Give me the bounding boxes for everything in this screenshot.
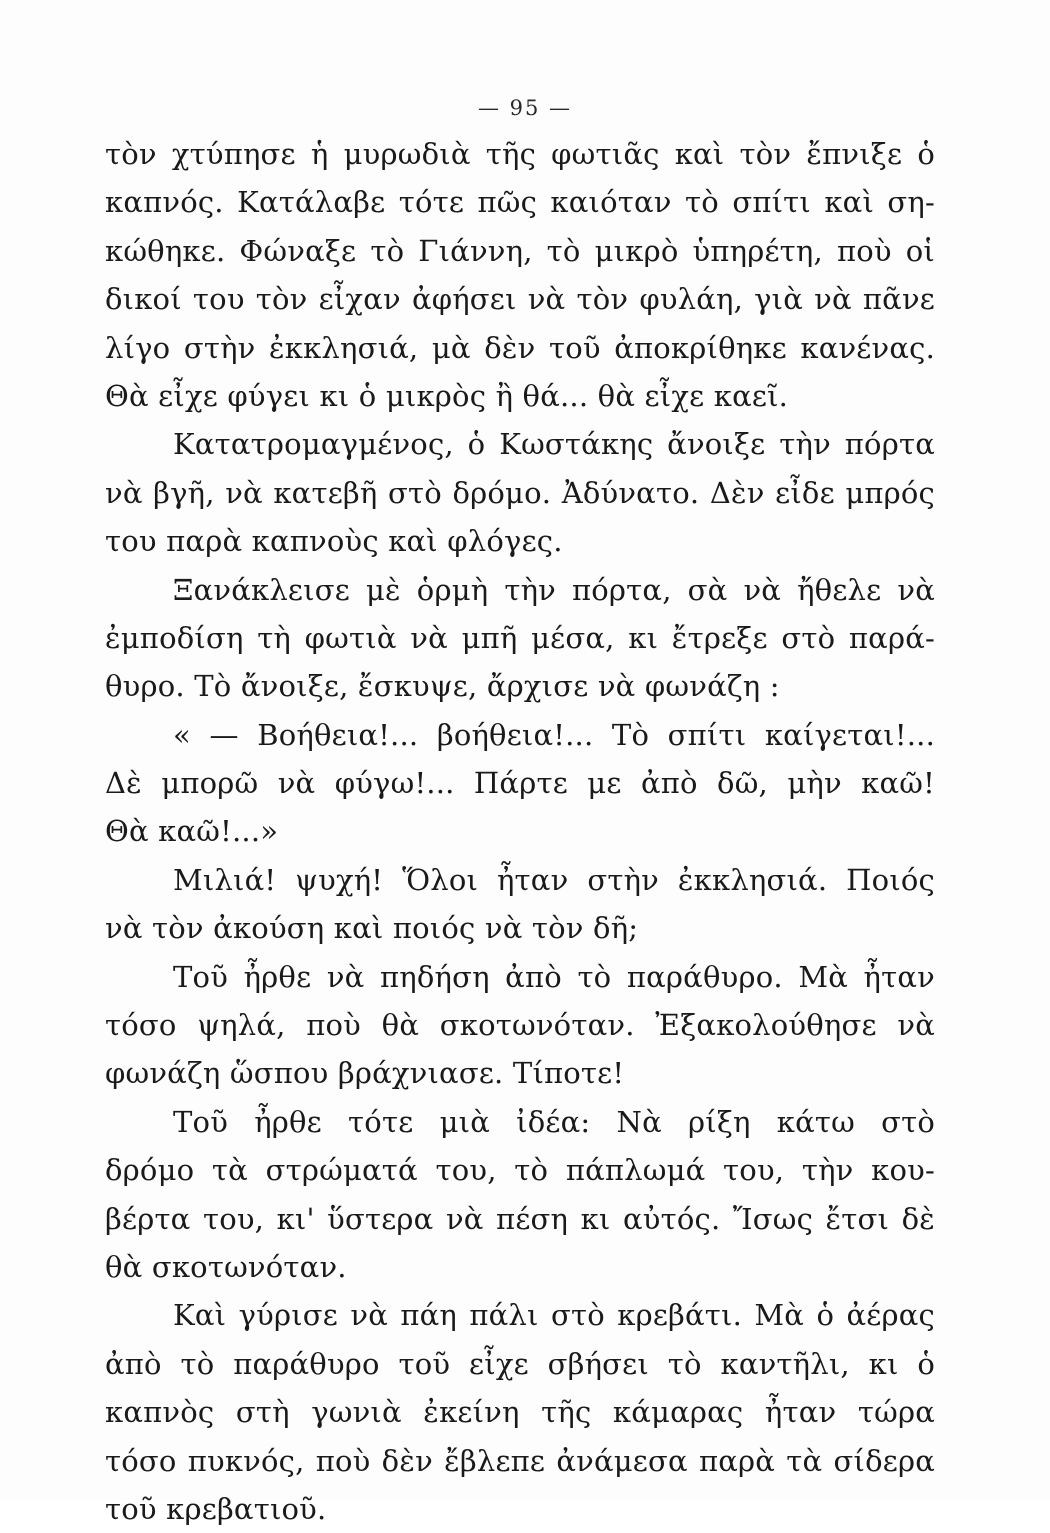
text-line: νὰ τὸν ἀκούση καὶ ποιός νὰ τὸν δῆ; <box>105 911 639 946</box>
text-line: τοῦ κρεβατιοῦ. <box>105 1491 327 1526</box>
text-line: δρόμο τὰ στρώματά του, τὸ πάπλωμά του, τὴν κου- <box>105 1153 935 1188</box>
text-line: τόσο ψηλά, ποὺ θὰ σκοτωνόταν. Ἐξακολούθησε νὰ <box>105 1008 935 1043</box>
text-line: θὰ σκοτωνόταν. <box>105 1249 347 1284</box>
text-line: Τοῦ ἦρθε νὰ πηδήση ἀπὸ τὸ παράθυρο. Μὰ ἦταν <box>173 959 935 994</box>
text-line: Ξανάκλεισε μὲ ὁρμὴ τὴν πόρτα, σὰ νὰ ἤθελε νὰ <box>173 572 935 607</box>
text-line: Τοῦ ἦρθε τότε μιὰ ἰδέα: Νὰ ρίξη κάτω στὸ <box>173 1104 935 1139</box>
text-line: καπνὸς στὴ γωνιὰ ἐκείνη τῆς κάμαρας ἦταν τώρα <box>105 1395 935 1430</box>
text-line: νὰ βγῆ, νὰ κατεβῆ στὸ δρόμο. Ἀδύνατο. Δὲν εἶδε μπρός <box>105 475 935 510</box>
body-text <box>105 130 935 1533</box>
text-line: Θὰ καῶ!...» <box>105 814 279 849</box>
text-line: ἀπὸ τὸ παράθυρο τοῦ εἶχε σβήσει τὸ καντῆλι, κι ὁ <box>105 1346 935 1381</box>
text-line: θυρο. Τὸ ἄνοιξε, ἔσκυψε, ἄρχισε νὰ φωνάζη : <box>105 669 780 704</box>
text-line: τὸν χτύπησε ἡ μυρωδιὰ τῆς φωτιᾶς καὶ τὸν ἔπνιξε ὁ <box>105 137 935 171</box>
text-line: κώθηκε. Φώναξε τὸ Γιάννη, τὸ μικρὸ ὑπηρέτη, ποὺ οἱ <box>105 233 935 268</box>
text-line: Κατατρομαγμένος, ὁ Κωστάκης ἄνοιξε τὴν πόρτα <box>173 427 935 462</box>
text-line: Θὰ εἶχε φύγει κι ὁ μικρὸς ἢ θά... θὰ εἶχε καεῖ. <box>105 378 789 413</box>
page-number: — 95 — <box>477 96 573 120</box>
text-line: βέρτα του, κι' ὕστερα νὰ πέση κι αὐτός. Ἴσως ἔτσι δὲ <box>105 1201 935 1236</box>
text-line: δικοί του τὸν εἶχαν ἀφήσει νὰ τὸν φυλάη, γιὰ νὰ πᾶνε <box>105 282 935 317</box>
text-line: φωνάζη ὥσπου βράχνιασε. Τίποτε! <box>105 1056 625 1091</box>
text-line: ἐμποδίση τὴ φωτιὰ νὰ μπῆ μέσα, κι ἔτρεξε στὸ παρά- <box>105 620 935 655</box>
text-line: λίγο στὴν ἐκκλησιά, μὰ δὲν τοῦ ἀποκρίθηκε κανένας. <box>105 330 935 365</box>
text-line: καπνός. Κατάλαβε τότε πῶς καιόταν τὸ σπίτι καὶ ση- <box>105 185 935 220</box>
text-line: του παρὰ καπνοὺς καὶ φλόγες. <box>105 524 563 559</box>
text-line: Καὶ γύρισε νὰ πάη πάλι στὸ κρεβάτι. Μὰ ὁ ἀέρας <box>173 1298 935 1333</box>
text-line: Δὲ μπορῶ νὰ φύγω!... Πάρτε με ἀπὸ δῶ, μὴν καῶ! <box>105 766 935 801</box>
text-line: Μιλιά! ψυχή! Ὅλοι ἦταν στὴν ἐκκλησιά. Ποιός <box>173 862 935 897</box>
text-line: « — Βοήθεια!... βοήθεια!... Τὸ σπίτι καίγεται!... <box>173 717 935 752</box>
text-line: τόσο πυκνός, ποὺ δὲν ἔβλεπε ἀνάμεσα παρὰ τὰ σίδερα <box>105 1443 935 1478</box>
